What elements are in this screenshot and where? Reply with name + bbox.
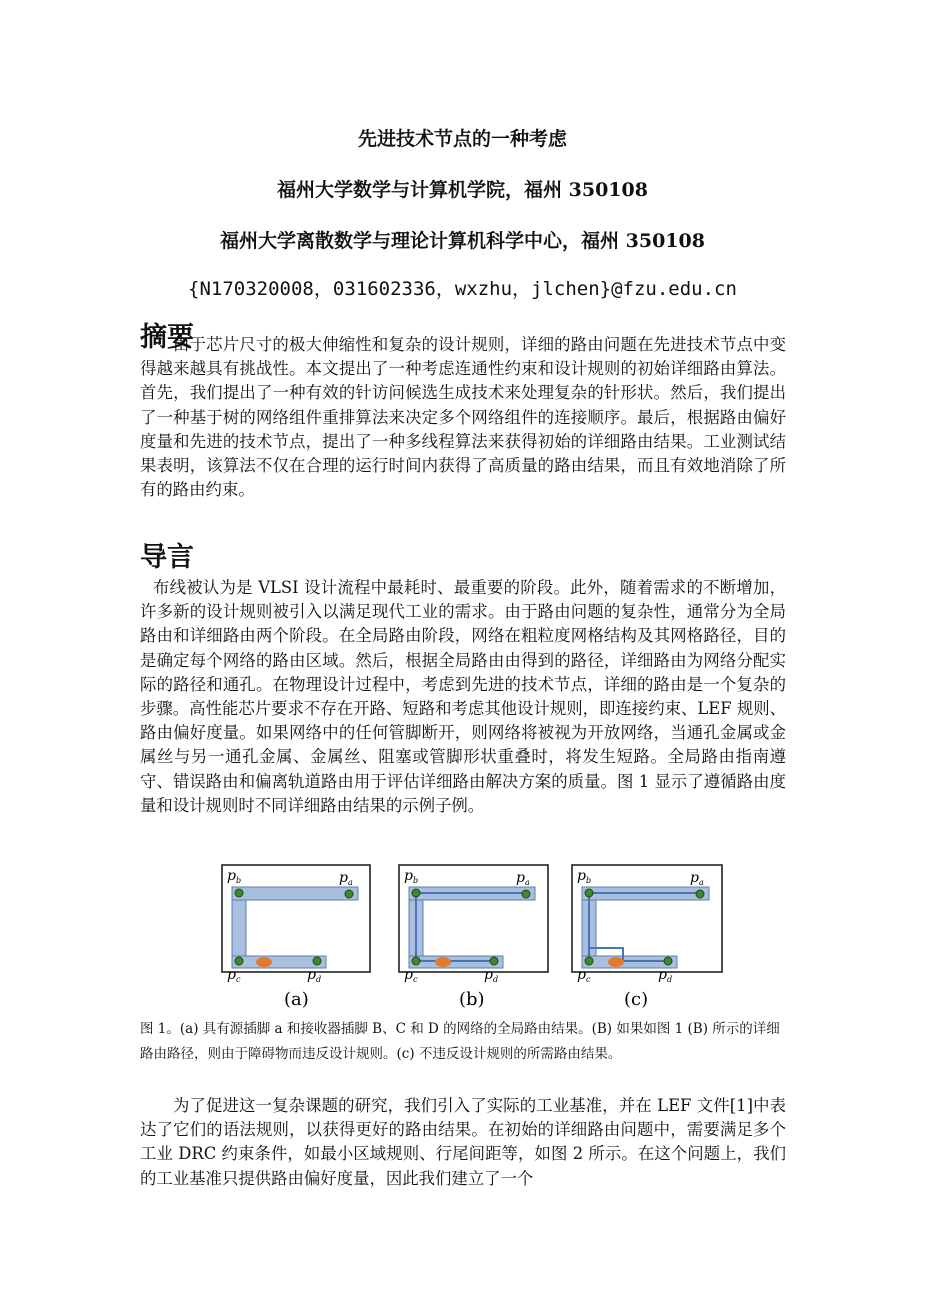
obstacle xyxy=(256,957,272,967)
pin-c xyxy=(412,957,420,965)
affiliation-2: 福州大学离散数学与理论计算机科学中心，福州 350108 xyxy=(220,230,705,252)
pin-a xyxy=(345,890,353,898)
introduction-paragraph-2: 为了促进这一复杂课题的研究，我们引入了实际的工业基准，并在 LEF 文件[1]中表达了它们的语法规则，以获得更好的路由结果。在初始的详细路由问题中，需要满足多个工业 DRC 约束条件，如最小区域规则、行尾间距等，如图 2 所示。在这个问题上，我们的工业基准只提供路由偏好度量，因此我们建立了一个 xyxy=(140,1096,786,1188)
affiliation-1: 福州大学数学与计算机学院，福州 350108 xyxy=(277,179,648,201)
pin-d xyxy=(490,957,498,965)
pin-c-label: $p_c$ xyxy=(227,967,241,984)
pin-b-label: $p_b$ xyxy=(227,868,242,885)
pin-a xyxy=(522,890,530,898)
panel-label-c: (c) xyxy=(624,989,649,1010)
pin-c-label: $p_c$ xyxy=(577,967,591,984)
paper-title: 先进技术节点的一种考虑 xyxy=(357,128,567,150)
figure-1-caption: 图 1。(a) 具有源插脚 a 和接收器插脚 B、C 和 D 的网络的全局路由结果。(B) 如果如图 1 (B) 所示的详细路由路径，则由于障碍物而违反设计规则。(c) 不违反设计规则的所需路由结果。 xyxy=(140,1021,780,1062)
pin-a-label: $p_a$ xyxy=(516,870,530,887)
abstract-heading: 摘要 xyxy=(140,322,194,353)
abstract-text: 由于芯片尺寸的极大伸缩性和复杂的设计规则，详细的路由问题在先进技术节点中变得越来越具有挑战性。本文提出了一种考虑连通性约束和设计规则的初始详细路由算法。首先，我们提出了一种有效的针访问候选生成技术来处理复杂的针形状。然后，我们提出了一种基于树的网络组件重排算法来决定多个网络组件的连接顺序。最后，根据路由偏好度量和先进的技术节点，提出了一种多线程算法来获得初始的详细路由结果。工业测试结果表明，该算法不仅在合理的运行时间内获得了高质量的路由结果，而且有效地消除了所有的路由约束。 xyxy=(140,335,786,500)
pin-a-label: $p_a$ xyxy=(690,870,704,887)
pin-a-label: $p_a$ xyxy=(339,870,353,887)
panel-label-b: (b) xyxy=(459,989,485,1010)
pin-d xyxy=(313,957,321,965)
figure-panel-a xyxy=(222,865,370,1010)
obstacle xyxy=(608,957,624,967)
pin-b xyxy=(412,889,420,897)
pin-b xyxy=(585,889,593,897)
figure-1 xyxy=(218,860,728,1012)
pin-d-label: $p_d$ xyxy=(484,967,499,984)
pin-d-label: $p_d$ xyxy=(307,967,322,984)
pin-b-label: $p_b$ xyxy=(404,868,419,885)
obstacle xyxy=(435,957,451,967)
pin-b xyxy=(235,889,243,897)
panel-label-a: (a) xyxy=(284,989,309,1010)
global-route-guide xyxy=(232,887,358,900)
pin-b-label: $p_b$ xyxy=(577,868,592,885)
figure-panel-b xyxy=(399,865,548,1010)
pin-d-label: $p_d$ xyxy=(658,967,673,984)
pin-c xyxy=(585,957,593,965)
introduction-paragraph-1: 布线被认为是 VLSI 设计流程中最耗时、最重要的阶段。此外，随着需求的不断增加，许多新的设计规则被引入以满足现代工业的需求。由于路由问题的复杂性，通常分为全局路由和详细路由两个阶段。在全局路由阶段，网络在粗粒度网格结构及其网格路径，目的是确定每个网络的路由区域。然后，根据全局路由由得到的路径，详细路由为网络分配实际的路径和通孔。在物理设计过程中，考虑到先进的技术节点，详细的路由是一个复杂的步骤。高性能芯片要求不存在开路、短路和考虑其他设计规则，即连接约束、LEF 规则、路由偏好度量。如果网络中的任何管脚断开，则网络将被视为开放网络，当通孔金属或金属丝与另一通孔金属、金属丝、阻塞或管脚形状重叠时，将发生短路。全局路由指南遵守、错误路由和偏离轨道路由用于评估详细路由解决方案的质量。图 1 显示了遵循路由度量和设计规则时不同详细路由结果的示例子例。 xyxy=(140,578,786,815)
pin-c xyxy=(235,957,243,965)
author-emails: {N170320008，031602336，wxzhu，jlchen}@fzu.edu.cn xyxy=(188,278,737,300)
figure-panel-c xyxy=(572,865,722,1010)
pin-d xyxy=(664,957,672,965)
pin-a xyxy=(696,890,704,898)
introduction-heading: 导言 xyxy=(140,542,194,573)
pin-c-label: $p_c$ xyxy=(404,967,418,984)
